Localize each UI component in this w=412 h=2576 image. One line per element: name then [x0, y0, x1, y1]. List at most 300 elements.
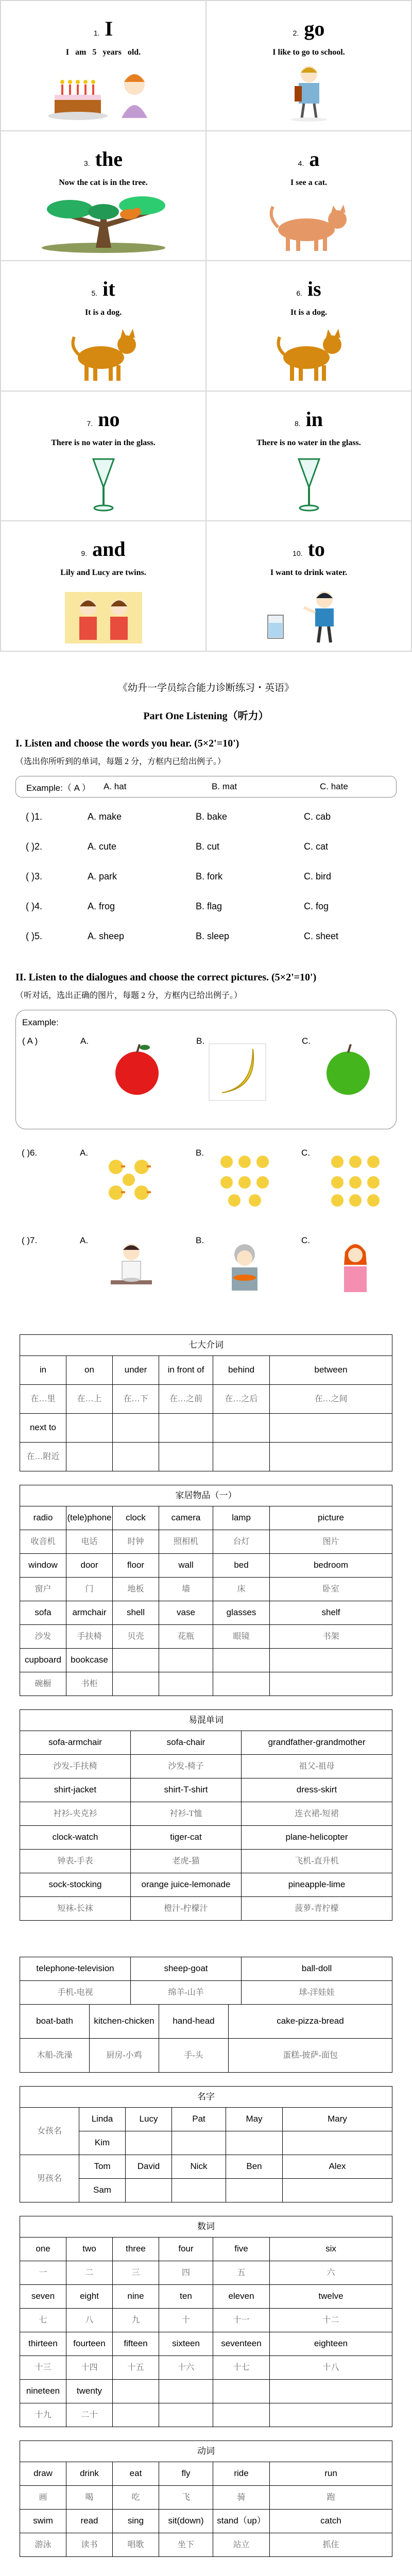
- card-word: it: [102, 277, 115, 301]
- table-cell: 电话: [66, 1530, 113, 1554]
- table-header: 数词: [20, 2216, 392, 2238]
- table-cell: fourteen: [66, 2332, 113, 2356]
- table-cell: 床: [213, 1578, 270, 1601]
- table-cell: 在…里: [20, 1385, 66, 1414]
- dog-picture: [207, 327, 411, 383]
- table-cell: draw: [20, 2462, 66, 2486]
- card-sentence: Now the cat is in the tree.: [59, 178, 148, 187]
- twins-picture: [1, 592, 205, 643]
- table-cell: 窗户: [20, 1578, 66, 1601]
- table-cell: Lucy: [126, 2108, 172, 2131]
- table-cell: 吃: [113, 2486, 159, 2510]
- table-cell: grandfather-grandmother: [242, 1731, 392, 1755]
- table-cell: [213, 1649, 270, 1672]
- table-cell: 抓住: [270, 2533, 392, 2557]
- table-cell: ride: [213, 2462, 270, 2486]
- option-b-label: B.: [196, 1148, 204, 1158]
- table-cell: 十五: [113, 2356, 159, 2380]
- table-cell: armchair: [66, 1601, 113, 1625]
- table-cell: 五: [213, 2261, 270, 2285]
- table-cell: boat-bath: [20, 2005, 90, 2039]
- section1-title: I. Listen and choose the words you hear. (5×2'=10'): [15, 738, 239, 749]
- red-apple-icon: [109, 1041, 165, 1098]
- question-number[interactable]: ( )4.: [26, 901, 43, 911]
- table-cell: Tom: [79, 2155, 126, 2179]
- option-a: A. cute: [88, 841, 117, 852]
- table-cell: on: [66, 1356, 113, 1385]
- table-cell: 卧室: [270, 1578, 392, 1601]
- table-cell: 七: [20, 2309, 66, 2332]
- option-c: C. cat: [304, 841, 329, 852]
- option-b: B. flag: [196, 901, 222, 911]
- table-cell: 十: [159, 2309, 213, 2332]
- dog-picture: [1, 327, 205, 383]
- card-number: 10.: [293, 549, 303, 558]
- verbs-table: [20, 2441, 392, 2557]
- card-sentence: There is no water in the glass.: [51, 438, 156, 447]
- table-cell: cake-pizza-bread: [229, 2005, 392, 2039]
- option-b: B. cut: [196, 841, 220, 852]
- word-card-4: [206, 131, 411, 261]
- table-body: [20, 1957, 392, 2005]
- table-cell: 女孩名: [20, 2108, 79, 2155]
- table-cell: [113, 1649, 159, 1672]
- example-option-b: B. mat: [212, 782, 237, 791]
- word-card-8: [206, 391, 411, 521]
- option-a: A. park: [88, 871, 117, 882]
- card-word: is: [307, 277, 321, 301]
- table-cell: Linda: [79, 2108, 126, 2131]
- option-a: A. frog: [88, 901, 115, 911]
- table-cell: picture: [270, 1506, 392, 1530]
- table-cell: twenty: [66, 2380, 113, 2403]
- table-cell: 书柜: [66, 1672, 113, 1696]
- table-cell: [172, 2131, 226, 2155]
- table-cell: 地板: [113, 1578, 159, 1601]
- table-cell: in: [20, 1356, 66, 1385]
- option-b: B. bake: [196, 811, 228, 822]
- table-cell: wall: [159, 1554, 213, 1578]
- table-cell: telephone-television: [20, 1957, 131, 1981]
- card-word: go: [304, 17, 325, 40]
- boy-eating-picture[interactable]: [100, 1236, 162, 1298]
- table-cell: 短袜-长袜: [20, 1897, 131, 1921]
- section2-example-box: [15, 1010, 397, 1129]
- table-cell: read: [66, 2510, 113, 2533]
- table-cell: drink: [66, 2462, 113, 2486]
- table-cell: radio: [20, 1506, 66, 1530]
- table-body: [20, 2462, 392, 2557]
- table-cell: pineapple-lime: [242, 1873, 392, 1897]
- table-cell: [113, 1443, 159, 1471]
- card-word: to: [307, 537, 325, 561]
- table-cell: 绵羊-山羊: [131, 1981, 242, 2005]
- card-number: 8.: [294, 419, 301, 428]
- table-body: [20, 2108, 392, 2202]
- table-cell: floor: [113, 1554, 159, 1578]
- table-cell: 跑: [270, 2486, 392, 2510]
- table-cell: 站立: [213, 2533, 270, 2557]
- birthday-cake-picture: [1, 66, 205, 123]
- table-cell: 手-头: [159, 2039, 229, 2073]
- cat-picture: [207, 201, 411, 253]
- table-cell: lamp: [213, 1506, 270, 1530]
- table-cell: [226, 2179, 283, 2202]
- table-cell: shell: [113, 1601, 159, 1625]
- numbers-table: [20, 2216, 392, 2427]
- card-word: a: [309, 147, 320, 171]
- table-cell: [66, 1443, 113, 1471]
- ducks-picture-a[interactable]: [100, 1149, 162, 1211]
- table-cell: 老虎-猫: [131, 1850, 242, 1873]
- question-number[interactable]: ( )7.: [22, 1235, 38, 1245]
- table-cell: [270, 1443, 392, 1471]
- question-6-row: [15, 1139, 397, 1226]
- table-cell: door: [66, 1554, 113, 1578]
- girl-picture[interactable]: [324, 1236, 386, 1298]
- table-cell: [113, 2403, 159, 2427]
- question-number[interactable]: ( )5.: [26, 930, 43, 941]
- table-cell: next to: [20, 1414, 66, 1443]
- table-cell: 十八: [270, 2356, 392, 2380]
- table-cell: ball-doll: [242, 1957, 392, 1981]
- table-cell: sock-stocking: [20, 1873, 131, 1897]
- word-card-6: [206, 261, 411, 391]
- table-cell: 十六: [159, 2356, 213, 2380]
- table-cell: 八: [66, 2309, 113, 2332]
- table-cell: May: [226, 2108, 283, 2131]
- card-sentence: It is a dog.: [84, 308, 122, 317]
- table-cell: thirteen: [20, 2332, 66, 2356]
- option-c: C. bird: [304, 871, 332, 882]
- section1-note: （选出你所听到的单词，每题 2 分，方框内已给出例子。）: [15, 757, 226, 766]
- drink-water-picture: [207, 587, 411, 643]
- table-cell: [172, 2179, 226, 2202]
- table-cell: twelve: [270, 2285, 392, 2309]
- table-cell: seven: [20, 2285, 66, 2309]
- table-cell: [113, 2380, 159, 2403]
- word-card-2: [206, 1, 411, 131]
- section2-note: （听对话，选出正确的图片，每题 2 分，方框内已给出例子。）: [15, 991, 243, 1000]
- table-cell: hand-head: [159, 2005, 229, 2039]
- option-a: A. sheep: [88, 930, 125, 941]
- table-cell: Kim: [79, 2131, 126, 2155]
- table-cell: 十九: [20, 2403, 66, 2427]
- question-7-row: [15, 1226, 397, 1314]
- banana-icon: [207, 1041, 268, 1103]
- table-cell: 祖父-祖母: [242, 1755, 392, 1778]
- table-cell: [270, 1672, 392, 1696]
- table-cell: two: [66, 2238, 113, 2261]
- option-c: C. cab: [304, 811, 331, 822]
- table-cell: sit(down): [159, 2510, 213, 2533]
- word-cards-grid: [0, 0, 412, 652]
- table-cell: 收音机: [20, 1530, 66, 1554]
- table-cell: Nick: [172, 2155, 226, 2179]
- part-title: Part One Listening（听力）: [143, 710, 269, 722]
- table-cell: 四: [159, 2261, 213, 2285]
- table-cell: 手机-电视: [20, 1981, 131, 2005]
- table-cell: between: [270, 1356, 392, 1385]
- table-cell: 十三: [20, 2356, 66, 2380]
- schoolgirl-picture: [207, 61, 411, 123]
- question-number[interactable]: ( )6.: [22, 1148, 38, 1158]
- question-row: [26, 861, 397, 891]
- table-cell: sixteen: [159, 2332, 213, 2356]
- table-cell: nine: [113, 2285, 159, 2309]
- card-number: 1.: [93, 29, 100, 37]
- empty-glass-picture: [207, 456, 411, 513]
- table-cell: three: [113, 2238, 159, 2261]
- table-cell: run: [270, 2462, 392, 2486]
- table-cell: 在…附近: [20, 1443, 66, 1471]
- table-cell: shelf: [270, 1601, 392, 1625]
- table-cell: 十四: [66, 2356, 113, 2380]
- table-cell: 在…之前: [159, 1385, 213, 1414]
- question-number[interactable]: ( )1.: [26, 811, 43, 822]
- table-cell: in front of: [159, 1356, 213, 1385]
- table-cell: sofa: [20, 1601, 66, 1625]
- table-cell: 坐下: [159, 2533, 213, 2557]
- word-card-1: [1, 1, 206, 131]
- card-word: no: [98, 407, 120, 431]
- card-word: and: [92, 537, 126, 561]
- table-cell: bed: [213, 1554, 270, 1578]
- table-cell: (tele)phone: [66, 1506, 113, 1530]
- table-cell: 橙汁-柠檬汁: [131, 1897, 242, 1921]
- table-cell: sofa-armchair: [20, 1731, 131, 1755]
- card-number: 2.: [293, 29, 299, 37]
- card-number: 9.: [81, 549, 88, 558]
- table-cell: clock: [113, 1506, 159, 1530]
- table-cell: eight: [66, 2285, 113, 2309]
- table-cell: [159, 2380, 213, 2403]
- card-sentence: I want to drink water.: [270, 568, 348, 578]
- option-a-label: A.: [80, 1235, 89, 1245]
- table-cell: stand（up）: [213, 2510, 270, 2533]
- table-cell: [126, 2131, 172, 2155]
- table-cell: [270, 2403, 392, 2427]
- table-cell: fifteen: [113, 2332, 159, 2356]
- table-cell: 喝: [66, 2486, 113, 2510]
- table-body: [20, 1356, 392, 1471]
- table-cell: 照相机: [159, 1530, 213, 1554]
- prepositions-table: [20, 1334, 392, 1471]
- table-cell: 九: [113, 2309, 159, 2332]
- table-header: 名字: [20, 2087, 392, 2108]
- table-header: 动词: [20, 2441, 392, 2462]
- empty-glass-picture: [1, 456, 205, 513]
- table-cell: 十一: [213, 2309, 270, 2332]
- card-number: 4.: [298, 159, 304, 167]
- table-cell: 三: [113, 2261, 159, 2285]
- card-number: 5.: [91, 289, 98, 298]
- table-cell: glasses: [213, 1601, 270, 1625]
- table-cell: 碗橱: [20, 1672, 66, 1696]
- table-cell: window: [20, 1554, 66, 1578]
- table-cell: 时钟: [113, 1530, 159, 1554]
- table-cell: bookcase: [66, 1649, 113, 1672]
- example-option-c: C. hate: [320, 782, 348, 791]
- confusable-words-table: [20, 1709, 392, 1921]
- option-a: A. make: [88, 811, 122, 822]
- paper-title: 《幼升一学员综合能力诊断练习・英语》: [117, 683, 294, 693]
- table-cell: cupboard: [20, 1649, 66, 1672]
- table-cell: 厨房-小鸡: [90, 2039, 159, 2073]
- question-number[interactable]: ( )2.: [26, 841, 43, 852]
- table-cell: 花瓶: [159, 1625, 213, 1649]
- question-row: [26, 921, 397, 951]
- table-cell: 二: [66, 2261, 113, 2285]
- table-cell: 一: [20, 2261, 66, 2285]
- table-cell: sing: [113, 2510, 159, 2533]
- ducks-picture-b[interactable]: [214, 1149, 276, 1211]
- table-cell: six: [270, 2238, 392, 2261]
- table-cell: 贝壳: [113, 1625, 159, 1649]
- table-cell: 飞机-直升机: [242, 1850, 392, 1873]
- table-cell: 二十: [66, 2403, 113, 2427]
- option-c-label: C.: [302, 1036, 311, 1046]
- table-cell: fly: [159, 2462, 213, 2486]
- example-label: Example:（ A ）: [26, 783, 91, 793]
- table-cell: 墙: [159, 1578, 213, 1601]
- table-cell: [113, 1672, 159, 1696]
- table-cell: [270, 1414, 392, 1443]
- table-cell: 书架: [270, 1625, 392, 1649]
- table-cell: sheep-goat: [131, 1957, 242, 1981]
- grandma-cooking-picture[interactable]: [214, 1236, 276, 1298]
- table-cell: 钟表-手表: [20, 1850, 131, 1873]
- table-body: [20, 2005, 392, 2073]
- table-cell: [159, 1443, 213, 1471]
- question-number[interactable]: ( )3.: [26, 871, 43, 882]
- card-number: 3.: [83, 159, 90, 167]
- exam-paper: [0, 680, 412, 1314]
- table-cell: shirt-T-shirt: [131, 1778, 242, 1802]
- table-cell: Sam: [79, 2179, 126, 2202]
- question-row: [26, 802, 397, 832]
- table-header: 七大介词: [20, 1335, 392, 1356]
- table-cell: kitchen-chicken: [90, 2005, 159, 2039]
- section1-questions: [15, 802, 397, 951]
- table-cell: [283, 2131, 392, 2155]
- table-cell: one: [20, 2238, 66, 2261]
- table-cell: shirt-jacket: [20, 1778, 131, 1802]
- table-cell: nineteen: [20, 2380, 66, 2403]
- section1-example-box: [15, 776, 397, 798]
- word-card-5: [1, 261, 206, 391]
- table-cell: seventeen: [213, 2332, 270, 2356]
- table-cell: [270, 1649, 392, 1672]
- confusable-words-table-continued: [20, 1957, 392, 2073]
- table-cell: [159, 1649, 213, 1672]
- table-cell: 画: [20, 2486, 66, 2510]
- table-cell: 台灯: [213, 1530, 270, 1554]
- card-sentence: There is no water in the glass.: [256, 438, 361, 447]
- table-cell: [226, 2131, 283, 2155]
- card-word: the: [95, 147, 123, 171]
- option-b-label: B.: [196, 1036, 205, 1046]
- ducks-picture-c[interactable]: [324, 1149, 386, 1211]
- table-cell: [213, 1443, 270, 1471]
- table-cell: 沙发-手扶椅: [20, 1755, 131, 1778]
- table-cell: Ben: [226, 2155, 283, 2179]
- table-cell: 在…下: [113, 1385, 159, 1414]
- table-cell: ten: [159, 2285, 213, 2309]
- table-cell: [159, 2403, 213, 2427]
- table-cell: [113, 1414, 159, 1443]
- table-cell: five: [213, 2238, 270, 2261]
- table-cell: 连衣裙-短裙: [242, 1802, 392, 1826]
- word-card-3: [1, 131, 206, 261]
- table-body: [20, 1731, 392, 1921]
- table-cell: bedroom: [270, 1554, 392, 1578]
- card-word: I: [105, 17, 113, 40]
- word-card-9: [1, 521, 206, 651]
- table-cell: 手扶椅: [66, 1625, 113, 1649]
- card-sentence: I like to go to school.: [272, 48, 345, 57]
- table-cell: eighteen: [270, 2332, 392, 2356]
- table-header: 易混单词: [20, 1710, 392, 1731]
- table-cell: 衬衫-T恤: [131, 1802, 242, 1826]
- table-header: 家居物品（一）: [20, 1485, 392, 1506]
- table-cell: [159, 1414, 213, 1443]
- green-apple-icon: [320, 1041, 376, 1098]
- question-row: [26, 832, 397, 861]
- table-cell: 在…之后: [213, 1385, 270, 1414]
- table-cell: 游泳: [20, 2533, 66, 2557]
- table-body: [20, 2238, 392, 2427]
- card-sentence: Lily and Lucy are twins.: [60, 568, 146, 578]
- table-cell: 木船-洗澡: [20, 2039, 90, 2073]
- table-cell: [213, 1672, 270, 1696]
- table-cell: Mary: [283, 2108, 392, 2131]
- table-cell: [66, 1414, 113, 1443]
- table-cell: Pat: [172, 2108, 226, 2131]
- table-cell: orange juice-lemonade: [131, 1873, 242, 1897]
- cat-in-tree-picture: [1, 191, 205, 253]
- table-cell: vase: [159, 1601, 213, 1625]
- table-body: [20, 1506, 392, 1696]
- table-cell: 衬衫-夹克衫: [20, 1802, 131, 1826]
- table-cell: 门: [66, 1578, 113, 1601]
- table-cell: clock-watch: [20, 1826, 131, 1850]
- table-cell: 飞: [159, 2486, 213, 2510]
- table-cell: dress-skirt: [242, 1778, 392, 1802]
- table-cell: eat: [113, 2462, 159, 2486]
- table-cell: 在…之间: [270, 1385, 392, 1414]
- table-cell: 在…上: [66, 1385, 113, 1414]
- option-c: C. sheet: [304, 930, 339, 941]
- table-cell: David: [126, 2155, 172, 2179]
- table-cell: 十二: [270, 2309, 392, 2332]
- word-card-10: [206, 521, 411, 651]
- table-cell: 图片: [270, 1530, 392, 1554]
- table-cell: 读书: [66, 2533, 113, 2557]
- table-cell: 蛋糕-披萨-面包: [229, 2039, 392, 2073]
- table-cell: [213, 2380, 270, 2403]
- table-cell: plane-helicopter: [242, 1826, 392, 1850]
- card-sentence: I am 5 years old.: [65, 48, 141, 57]
- section2-title: II. Listen to the dialogues and choose the correct pictures. (5×2'=10'): [15, 972, 317, 983]
- table-cell: catch: [270, 2510, 392, 2533]
- table-cell: 男孩名: [20, 2155, 79, 2202]
- names-table: [20, 2086, 392, 2202]
- option-b: B. fork: [196, 871, 223, 882]
- table-cell: eleven: [213, 2285, 270, 2309]
- table-cell: [270, 2380, 392, 2403]
- table-cell: [213, 2403, 270, 2427]
